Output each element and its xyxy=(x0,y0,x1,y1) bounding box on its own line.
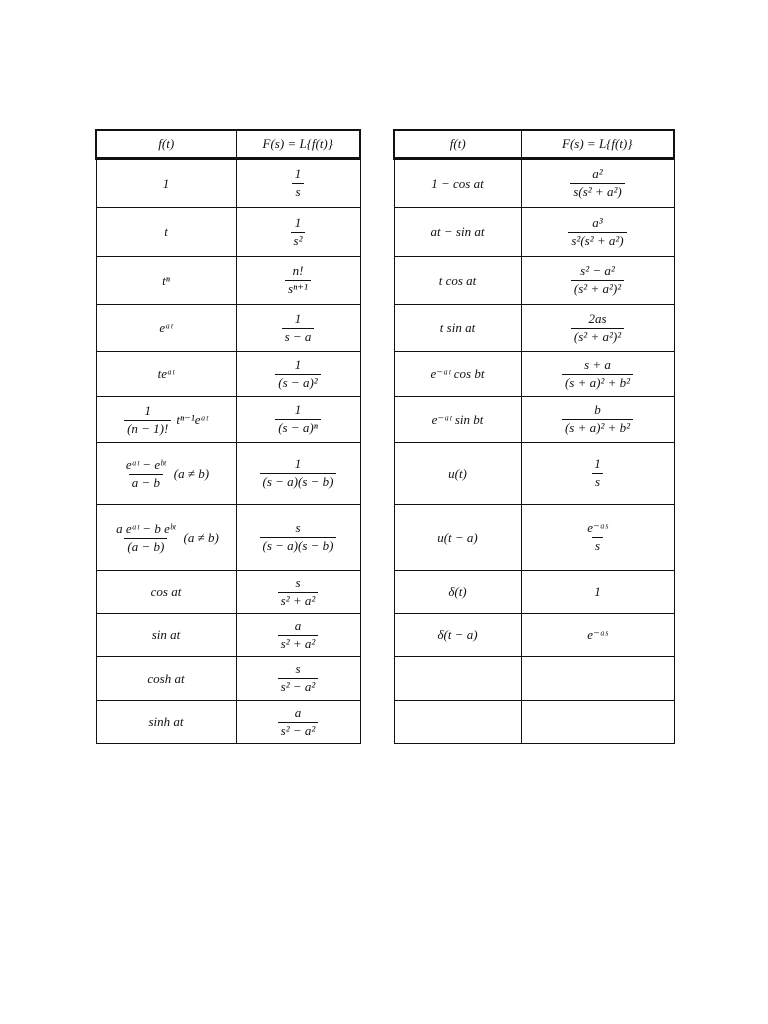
F-cell xyxy=(521,443,674,505)
f-expr: 1 xyxy=(162,175,170,191)
f-expr: δ(t) xyxy=(448,584,467,599)
f-cell xyxy=(96,614,236,657)
F-cell xyxy=(521,657,674,701)
f-expr: eᵃᵗ xyxy=(159,320,173,335)
F-fraction xyxy=(278,576,319,609)
F-cell xyxy=(521,159,674,208)
F-numerator: 1 xyxy=(294,402,302,418)
F-numerator: 1 xyxy=(294,310,302,326)
F-denominator: s − a xyxy=(282,328,315,345)
F-fraction xyxy=(292,167,305,200)
f-expr: at − sin at xyxy=(430,224,485,239)
F-fraction xyxy=(275,358,320,391)
table-row xyxy=(394,208,674,257)
F-cell xyxy=(521,505,674,571)
F-cell xyxy=(521,305,674,352)
F-denominator: s xyxy=(592,473,603,490)
f-expr: sin at xyxy=(151,627,181,642)
f-expr: 1 − cos at xyxy=(431,175,484,191)
F-cell xyxy=(236,159,360,208)
f-expr: u(t) xyxy=(448,465,467,481)
f-fraction xyxy=(113,522,178,555)
F-denominator: (s − a)(s − b) xyxy=(260,537,337,554)
F-fraction xyxy=(275,403,321,436)
f-denominator: (n − 1)! xyxy=(124,420,171,437)
f-expr: u(t − a) xyxy=(437,529,478,545)
f-cell xyxy=(394,257,521,305)
header-f-of-t xyxy=(394,130,521,159)
f-denominator: (a − b) xyxy=(124,538,167,555)
F-denominator: s² + a² xyxy=(278,635,319,652)
F-fraction xyxy=(562,358,633,391)
F-expr: 1 xyxy=(594,584,601,599)
f-cell xyxy=(96,159,236,208)
F-fraction xyxy=(278,619,319,652)
table-row xyxy=(394,159,674,208)
table-row xyxy=(96,208,360,257)
f-cell xyxy=(96,443,236,505)
F-numerator: a³ xyxy=(592,214,603,230)
f-cell xyxy=(96,657,236,701)
header-F-of-s xyxy=(236,130,360,159)
f-fraction xyxy=(123,458,169,491)
f-cell xyxy=(96,305,236,352)
header-f-of-t xyxy=(96,130,236,159)
f-cell xyxy=(394,443,521,505)
f-expr: cosh at xyxy=(147,670,185,686)
F-cell xyxy=(521,257,674,305)
F-cell xyxy=(521,701,674,744)
F-numerator: s + a xyxy=(584,356,611,372)
f-cell xyxy=(96,397,236,443)
f-expr: sinh at xyxy=(148,714,184,729)
table-row xyxy=(96,305,360,352)
f-cell xyxy=(394,159,521,208)
F-cell xyxy=(236,397,360,443)
f-cell xyxy=(96,505,236,571)
F-denominator: (s + a)² + b² xyxy=(562,374,633,391)
F-cell xyxy=(521,397,674,443)
F-cell xyxy=(236,505,360,571)
F-cell xyxy=(236,614,360,657)
F-denominator: s² − a² xyxy=(278,678,319,695)
F-numerator: e⁻ᵃˢ xyxy=(587,520,608,536)
F-cell xyxy=(236,657,360,701)
table-row xyxy=(96,571,360,614)
f-denominator: a − b xyxy=(129,474,163,491)
F-denominator: sⁿ⁺¹ xyxy=(285,280,311,297)
F-denominator: s(s² + a²) xyxy=(570,183,624,200)
F-denominator: (s − a)² xyxy=(275,374,320,391)
f-expr: δ(t − a) xyxy=(437,627,478,642)
f-expr: teᵃᵗ xyxy=(157,366,175,381)
F-numerator: a xyxy=(294,704,302,720)
laplace-table-right xyxy=(393,129,675,744)
f-suffix: tⁿ⁻¹eᵃᵗ xyxy=(176,412,208,427)
F-denominator: s² + a² xyxy=(278,592,319,609)
header-F-label: F(s) = L{f(t)} xyxy=(262,136,333,151)
f-compound xyxy=(124,404,208,437)
F-numerator: 2as xyxy=(588,310,607,326)
F-denominator: (s² + a²)² xyxy=(571,328,624,345)
F-cell xyxy=(236,443,360,505)
header-f-label: f(t) xyxy=(449,136,466,151)
F-fraction xyxy=(584,521,611,554)
table-row xyxy=(394,571,674,614)
table-row xyxy=(394,352,674,397)
F-numerator: 1 xyxy=(594,456,601,472)
F-cell xyxy=(521,614,674,657)
f-condition: (a ≠ b) xyxy=(183,530,219,545)
f-cell xyxy=(394,208,521,257)
F-denominator: (s² + a²)² xyxy=(571,280,624,297)
f-condition: (a ≠ b) xyxy=(173,466,210,481)
f-cell xyxy=(96,257,236,305)
header-f-label: f(t) xyxy=(158,136,175,151)
f-cell xyxy=(96,352,236,397)
f-numerator: a eᵃᵗ − b eᵇᵗ xyxy=(116,520,176,536)
table-row xyxy=(96,257,360,305)
F-fraction xyxy=(570,167,624,200)
F-fraction xyxy=(571,264,624,297)
F-fraction xyxy=(562,403,633,436)
f-compound xyxy=(123,458,209,491)
F-cell xyxy=(236,208,360,257)
F-numerator: s² − a² xyxy=(580,263,615,279)
table-row xyxy=(96,443,360,505)
F-fraction xyxy=(571,312,624,345)
f-expr: tⁿ xyxy=(162,272,170,288)
f-expr: cos at xyxy=(150,584,182,599)
laplace-table-left xyxy=(95,129,361,744)
table-row xyxy=(394,257,674,305)
F-numerator: a xyxy=(294,617,302,633)
F-fraction xyxy=(282,312,315,345)
table-header-row xyxy=(96,130,360,159)
F-denominator: s² xyxy=(291,232,306,249)
table-row xyxy=(394,443,674,505)
table-row xyxy=(96,614,360,657)
F-numerator: 1 xyxy=(294,356,302,372)
F-fraction xyxy=(278,662,319,695)
f-cell xyxy=(96,701,236,744)
f-cell xyxy=(394,657,521,701)
F-fraction xyxy=(285,264,311,297)
f-cell xyxy=(394,505,521,571)
table-row xyxy=(394,505,674,571)
F-numerator: b xyxy=(594,402,601,418)
F-fraction xyxy=(291,216,306,249)
F-numerator: s xyxy=(295,520,301,536)
F-cell xyxy=(236,352,360,397)
F-numerator: 1 xyxy=(294,456,302,472)
f-cell xyxy=(394,701,521,744)
F-cell xyxy=(521,571,674,614)
F-cell xyxy=(521,352,674,397)
F-expr: e⁻ᵃˢ xyxy=(587,627,608,642)
F-fraction xyxy=(591,457,604,490)
F-numerator: 1 xyxy=(294,166,302,182)
F-fraction xyxy=(260,521,337,554)
F-cell xyxy=(236,305,360,352)
f-expr: e⁻ᵃᵗ cos bt xyxy=(430,366,485,381)
header-F-label: F(s) = L{f(t)} xyxy=(562,136,633,151)
F-denominator: s²(s² + a²) xyxy=(568,232,626,249)
F-denominator: (s + a)² + b² xyxy=(562,419,633,436)
table-row xyxy=(394,657,674,701)
F-fraction xyxy=(260,457,337,490)
f-fraction xyxy=(124,404,171,437)
F-denominator: (s − a)ⁿ xyxy=(275,419,321,436)
table-row xyxy=(96,159,360,208)
F-denominator: s xyxy=(592,537,603,554)
table-header-row xyxy=(394,130,674,159)
F-fraction xyxy=(278,706,319,739)
f-cell xyxy=(394,614,521,657)
F-cell xyxy=(236,701,360,744)
f-cell xyxy=(394,571,521,614)
f-expr: t sin at xyxy=(439,320,476,335)
F-cell xyxy=(236,257,360,305)
table-row xyxy=(96,701,360,744)
header-F-of-s xyxy=(521,130,674,159)
f-expr: t xyxy=(164,224,168,239)
F-numerator: s xyxy=(295,574,301,590)
table-row xyxy=(96,397,360,443)
F-cell xyxy=(236,571,360,614)
table-row xyxy=(394,305,674,352)
f-expr: t cos at xyxy=(438,272,477,288)
f-expr: e⁻ᵃᵗ sin bt xyxy=(431,411,484,427)
f-cell xyxy=(96,571,236,614)
f-numerator: 1 xyxy=(144,402,151,418)
table-row xyxy=(96,657,360,701)
F-denominator: (s − a)(s − b) xyxy=(260,473,337,490)
f-cell xyxy=(394,352,521,397)
F-cell xyxy=(521,208,674,257)
f-numerator: eᵃᵗ − eᵇᵗ xyxy=(125,456,166,472)
f-cell xyxy=(96,208,236,257)
table-row xyxy=(96,505,360,571)
F-numerator: n! xyxy=(292,263,304,279)
f-cell xyxy=(394,397,521,443)
F-numerator: s xyxy=(295,661,301,677)
table-row xyxy=(394,614,674,657)
F-denominator: s² − a² xyxy=(278,722,319,739)
table-row xyxy=(394,701,674,744)
F-numerator: 1 xyxy=(294,214,302,230)
F-numerator: a² xyxy=(592,166,603,182)
table-row xyxy=(96,352,360,397)
F-fraction xyxy=(568,216,626,249)
f-cell xyxy=(394,305,521,352)
f-compound xyxy=(113,522,219,555)
table-row xyxy=(394,397,674,443)
F-denominator: s xyxy=(292,183,303,200)
